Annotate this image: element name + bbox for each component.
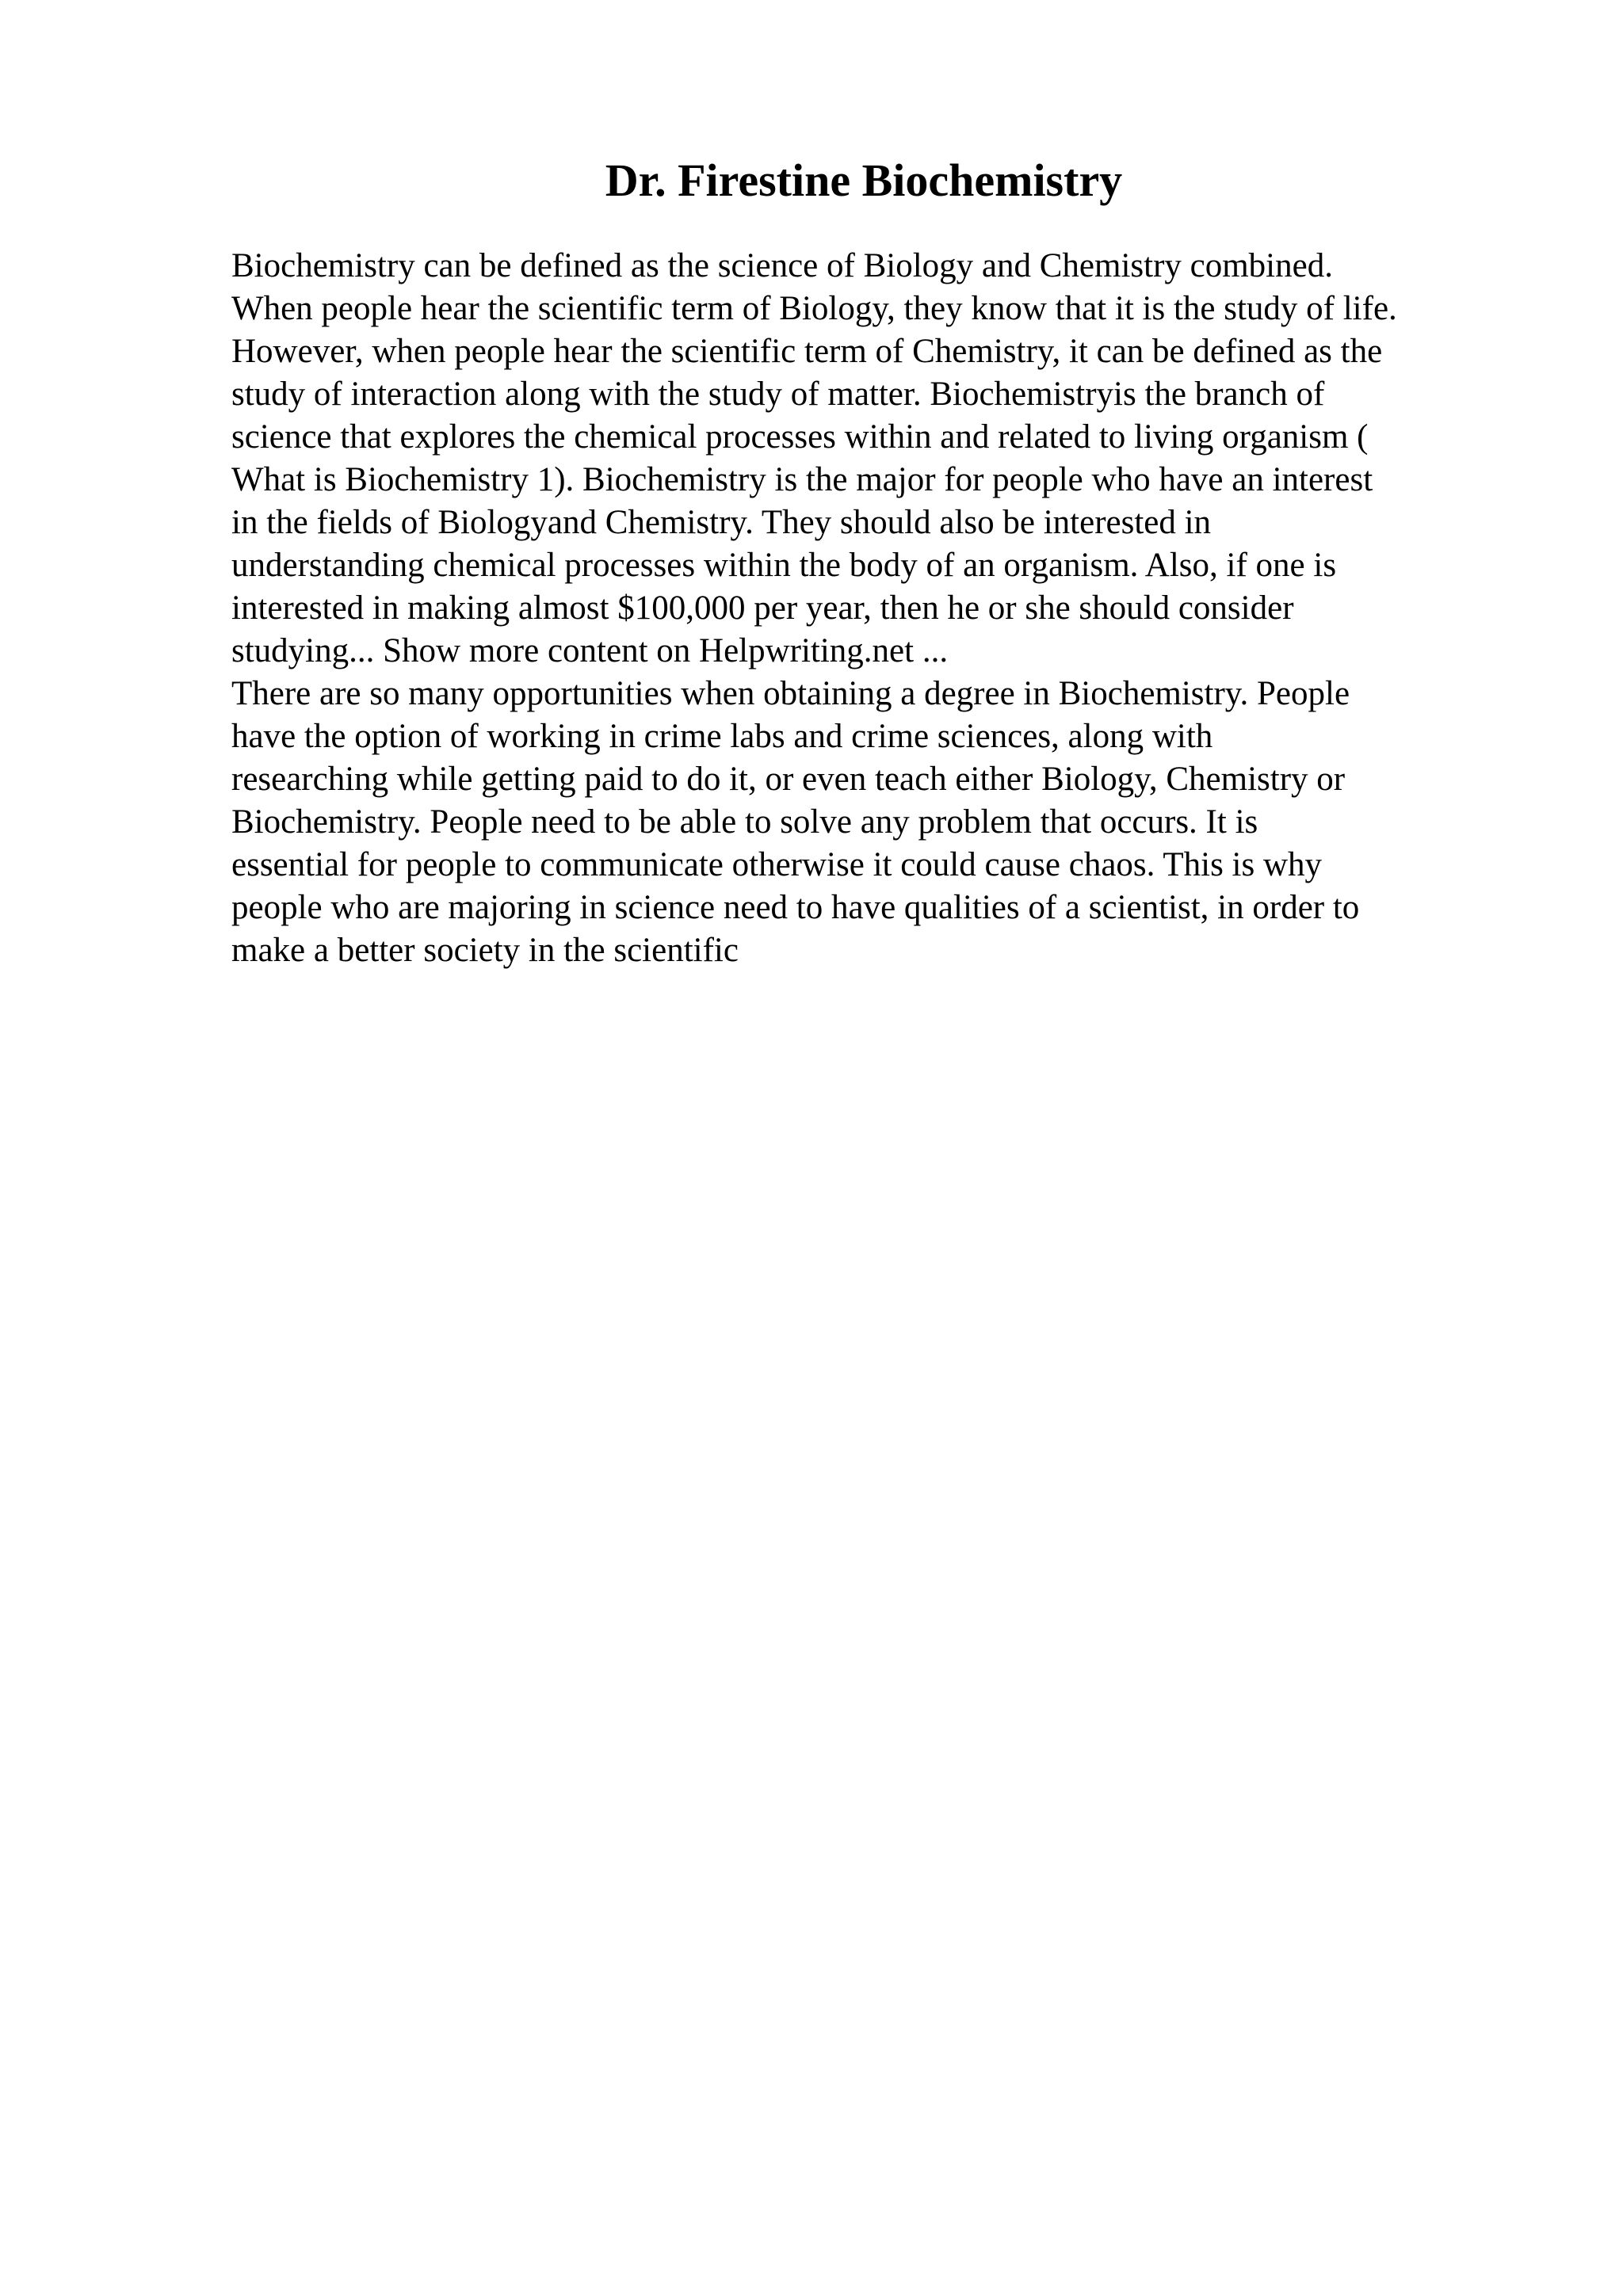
text-line: make a better society in the scientific [231,932,739,969]
text-line: study of interaction along with the study of matter. Biochemistryis the branch of [231,376,1325,413]
text-line: researching while getting paid to do it, or even teach either Biology, Chemistry or [231,761,1346,798]
document-body [231,245,1499,972]
document-title: Dr. Firestine Biochemistry [605,154,1123,206]
text-line: people who are majoring in science need to have qualities of a scientist, in order to [231,889,1360,926]
text-line: interested in making almost $100,000 per year, then he or she should consider [231,589,1294,627]
paragraph-1 [231,245,1499,673]
text-line: Biochemistry. People need to be able to solve any problem that occurs. It is [231,803,1258,841]
text-line: in the fields of Biologyand Chemistry. They should also be interested in [231,504,1212,541]
text-line: Biochemistry can be defined as the science of Biology and Chemistry combined. [231,247,1333,284]
text-line: What is Biochemistry 1). Biochemistry is the major for people who have an interest [231,461,1373,498]
text-line: understanding chemical processes within the body of an organism. Also, if one is [231,547,1337,584]
text-line: However, when people hear the scientific term of Chemistry, it can be defined as the [231,333,1383,370]
text-line: When people hear the scientific term of Biology, they know that it is the study of life. [231,290,1397,327]
text-line: There are so many opportunities when obtaining a degree in Biochemistry. People [231,675,1350,712]
text-line: essential for people to communicate otherwise it could cause chaos. This is why [231,846,1323,883]
text-line: studying... Show more content on Helpwriting.net ... [231,632,949,669]
text-line: science that explores the chemical processes within and related to living organism ( [231,418,1369,456]
paragraph-2 [231,673,1499,972]
text-line: have the option of working in crime labs and crime sciences, along with [231,718,1213,755]
